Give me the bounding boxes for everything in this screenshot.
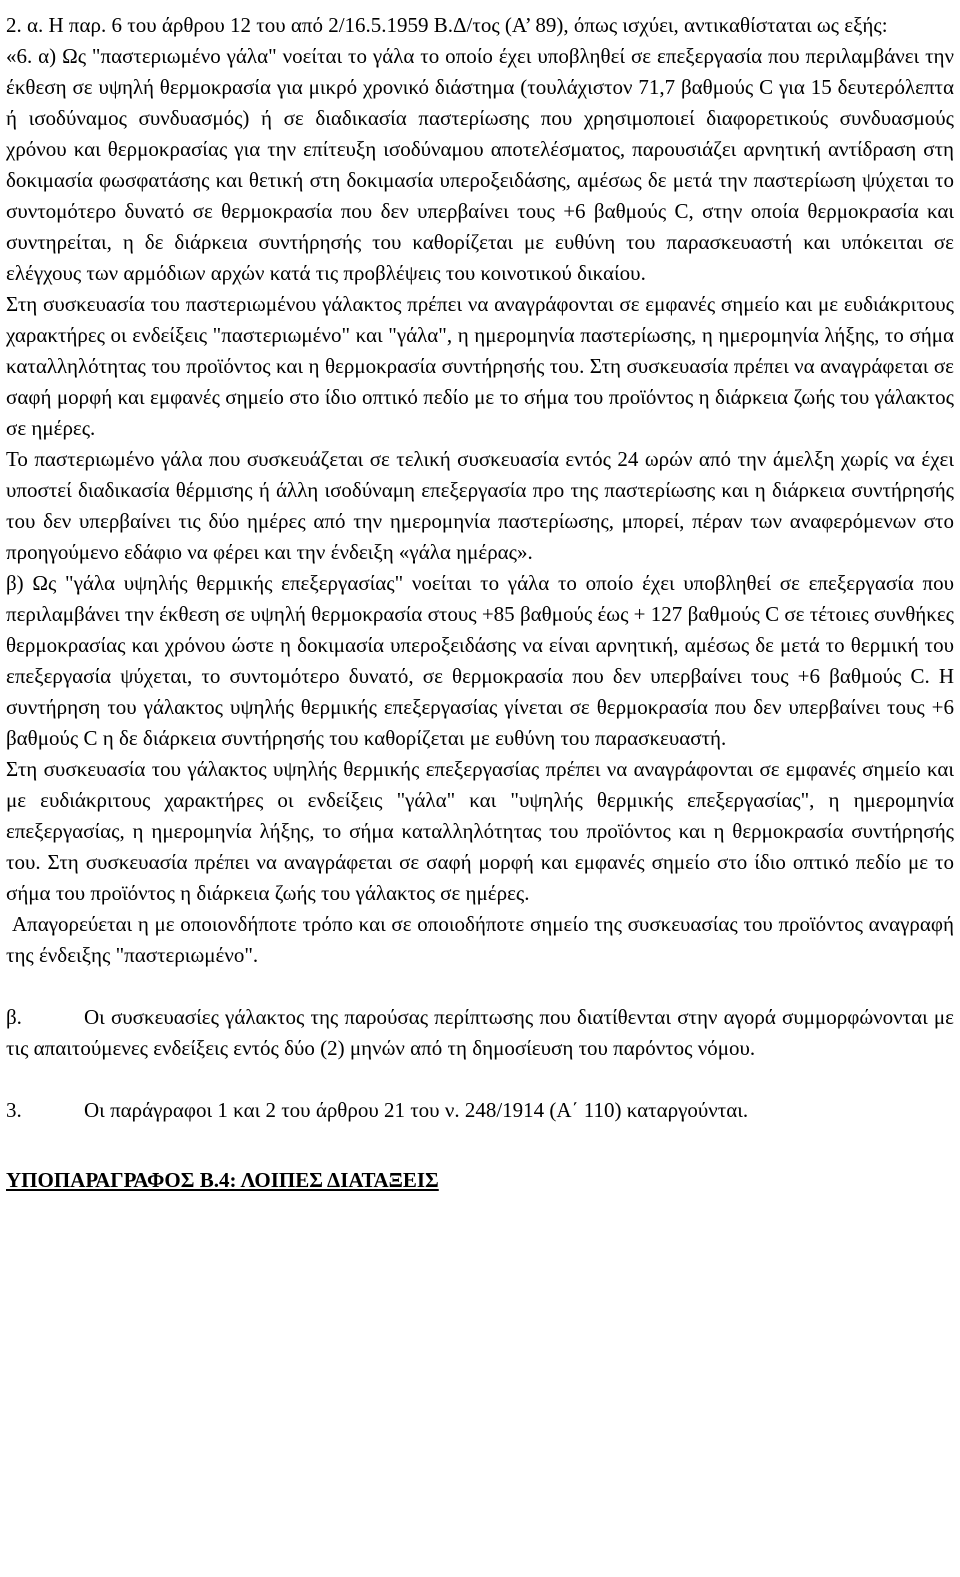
paragraph-beta (6, 1002, 954, 1064)
paragraph-3-text: Οι παράγραφοι 1 και 2 του άρθρου 21 του ν. 248/1914 (Α΄ 110) καταργούνται. (84, 1098, 749, 1122)
spacer (6, 1064, 954, 1095)
paragraph-day-milk: Το παστεριωμένο γάλα που συσκευάζεται σε τελική συσκευασία εντός 24 ωρών από την άμελξη χωρίς να έχει υποστεί διαδικασία θέρμισης ή άλλη ισοδύναμη επεξεργασία προ της παστερίωσης και η διάρκεια συντήρησής του δεν υπερβαίνει τις δύο ημέρες από την ημερομηνία παστερίωσης, μπορεί, πέραν των αναφερόμενων στο προηγούμενο εδάφιο να φέρει και την ένδειξη «γάλα ημέρας». (6, 447, 954, 564)
paragraph-3-label: 3. (6, 1098, 22, 1122)
spacer (6, 1126, 954, 1157)
paragraph-beta-label: β. (6, 1005, 22, 1029)
paragraph-3 (6, 1095, 954, 1126)
paragraph-prohibition: Απαγορεύεται η με οποιονδήποτε τρόπο και σε οποιοδήποτε σημείο της συσκευασίας του προϊόντος αναγραφή της ένδειξης "παστεριωμένο". (6, 912, 954, 967)
paragraph-b: β) Ως "γάλα υψηλής θερμικής επεξεργασίας" νοείται το γάλα το οποίο έχει υποβληθεί σε επεξεργασία που περιλαμβάνει την έκθεση σε υψηλή θερμοκρασία στους +85 βαθμούς έως + 127 βαθμούς C σε τέτοιες συνθήκες θερμοκρασίας και χρόνου ώστε η δοκιμασία υπεροξειδάσης να είναι αρνητική, αμέσως δε μετά το θερμική του επεξεργασία ψύχεται, το συντομότερο δυνατό, σε θερμοκρασία που δεν υπερβαίνει τους +6 βαθμούς C. Η συντήρηση του γάλακτος υψηλής θερμικής επεξεργασίας γίνεται σε θερμοκρασία που δεν υπερβαίνει τους +6 βαθμούς C η δε διάρκεια συντήρησής του καθορίζεται με ευθύνη του παρασκευαστή. (6, 571, 954, 750)
intro-paragraph: 2. α. Η παρ. 6 του άρθρου 12 του από 2/16.5.1959 Β.Δ/τος (Α’ 89), όπως ισχύει, αντικαθίσταται ως εξής: (6, 13, 888, 37)
paragraph-packaging-pasteurized: Στη συσκευασία του παστεριωμένου γάλακτος πρέπει να αναγράφονται σε εμφανές σημείο και με ευδιάκριτους χαρακτήρες οι ενδείξεις "παστεριωμένο" και "γάλα", η ημερομηνία παστερίωσης, η ημερομηνία λήξης, το σήμα καταλληλότητας του προϊόντος και η θερμοκρασία συντήρησής του. Στη συσκευασία πρέπει να αναγράφεται σε σαφή μορφή και εμφανές σημείο στο ίδιο οπτικό πεδίο με το σήμα του προϊόντος η διάρκεια ζωής του γάλακτος σε ημέρες. (6, 292, 954, 440)
paragraph-a: «6. α) Ως "παστεριωμένο γάλα" νοείται το γάλα το οποίο έχει υποβληθεί σε επεξεργασία που περιλαμβάνει την έκθεση σε υψηλή θερμοκρασία για μικρό χρονικό διάστημα (τουλάχιστον 71,7 βαθμούς C για 15 δευτερόλεπτα ή ισοδύναμος συνδυασμός) ή σε διαδικασία παστερίωσης που χρησιμοποιεί διαφορετικούς συνδυασμούς χρόνου και θερμοκρασίας για την επίτευξη ισοδύναμου αποτελέσματος, παρουσιάζει αρνητική αντίδραση στη δοκιμασία φωσφατάσης και θετική στη δοκιμασία υπεροξειδάσης, αμέσως δε μετά την παστερίωση ψύχεται το συντομότερο δυνατό σε θερμοκρασία που δεν υπερβαίνει τους +6 βαθμούς C, στην οποία θερμοκρασία και συντηρείται, η δε διάρκεια συντήρησής του καθορίζεται με ευθύνη του παρασκευαστή και υπόκειται σε ελέγχους των αρμόδιων αρχών κατά τις προβλέψεις του κοινοτικού δικαίου. (6, 44, 954, 285)
spacer (6, 971, 954, 1002)
paragraph-beta-text: Οι συσκευασίες γάλακτος της παρούσας περίπτωσης που διατίθενται στην αγορά συμμορφώνονται με τις απαιτούμενες ενδείξεις εντός δύο (2) μηνών από τη δημοσίευση του παρόντος νόμου. (6, 1005, 954, 1060)
section-heading: ΥΠΟΠΑΡΑΓΡΑΦΟΣ Β.4: ΛΟΙΠΕΣ ΔΙΑΤΑΞΕΙΣ (6, 1168, 439, 1192)
paragraph-packaging-uht: Στη συσκευασία του γάλακτος υψηλής θερμικής επεξεργασίας πρέπει να αναγράφονται σε εμφανές σημείο και με ευδιάκριτους χαρακτήρες οι ενδείξεις "γάλα" και "υψηλής θερμικής επεξεργασίας", η ημερομηνία επεξεργασίας, η ημερομηνία λήξης, το σήμα καταλληλότητας του προϊόντος και η θερμοκρασία συντήρησής του. Στη συσκευασία πρέπει να αναγράφεται σε σαφή μορφή και εμφανές σημείο στο ίδιο οπτικό πεδίο με το σήμα του προϊόντος η διάρκεια ζωής του γάλακτος σε ημέρες. (6, 757, 954, 905)
